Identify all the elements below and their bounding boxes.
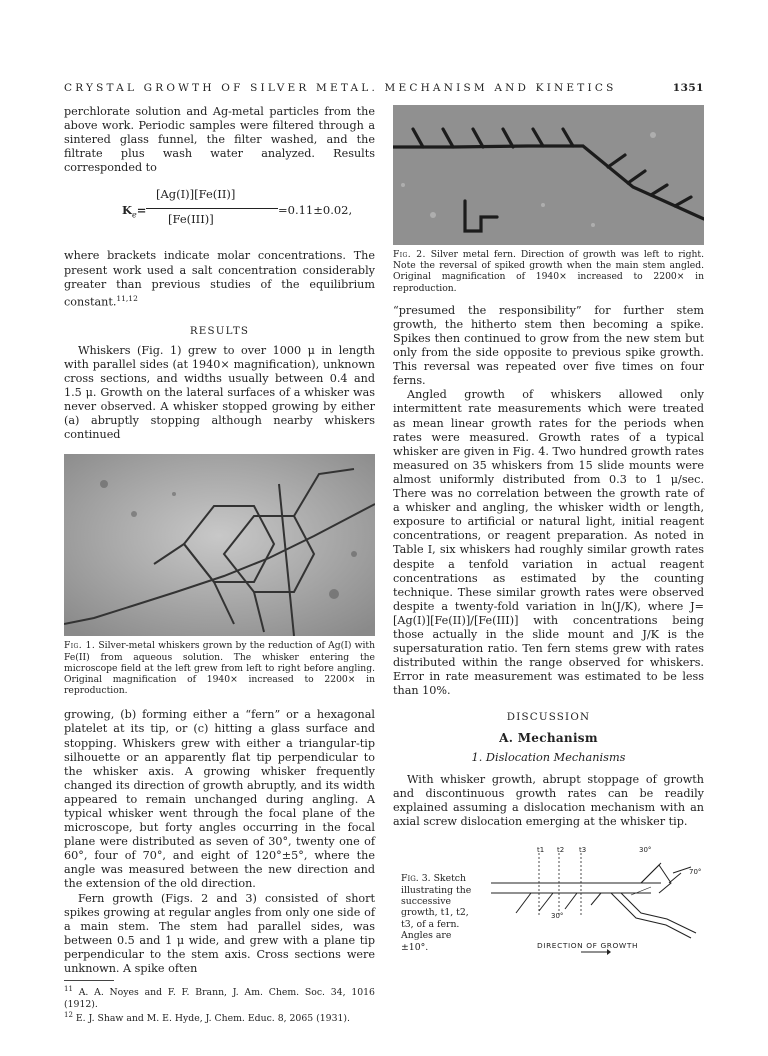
figure-2-caption [393,249,704,294]
footnote-12 [64,1010,375,1024]
figure-1 [64,454,375,696]
equation-denominator: [Fe(III)] [168,212,214,227]
figure-1-caption [64,640,375,696]
paragraph [64,249,375,309]
paragraph: Fern growth (Figs. 2 and 3) consisted of short spikes growing at regular angles from only one side of a main stem. The stem had parallel sides, was between 0.5 and 1 μ wide, and grew with a plane tip perpendicular to the stem axis. Cross sections were unknown. A spike often [64,891,375,976]
paragraph-text: where brackets indicate molar concentrations. The present work used a salt concentration considerably greater than previous studies of the equilibrium constant. [64,249,375,309]
equation-lhs: $K_e=$ [122,203,147,220]
footnote-rule [64,980,114,981]
footnote-11 [64,984,375,1010]
left-column [64,105,375,1024]
footnote-text: E. J. Shaw and M. E. Hyde, J. Chem. Educ. 8, 2065 (1931). [75,1012,350,1024]
figure-3 [393,843,704,953]
figure-1-micrograph [64,454,375,636]
equation-symbol: K [122,203,132,218]
fern-photo [393,105,704,245]
footnote-text: A. A. Noyes and F. F. Brann, J. Am. Chem. Soc. 34, 1016 (1912). [64,987,375,1010]
angle-30-top-label: 30° [639,846,652,855]
figure-2 [393,105,704,294]
direction-arrow-icon [581,949,611,955]
caption-label: Fig. 1. [64,640,96,652]
page-number: 1351 [672,82,704,94]
caption-label: Fig. 3. [401,873,431,885]
figure-2-micrograph [393,105,704,245]
paragraph: growing, (b) forming either a “fern” or a hexagonal platelet at its tip, or (c) hitting a glass surface and stopping. Whiskers grew with either a triangular-tip silhouette or an apparently flat tip perpendicular to the whisker axis. A growing whisker frequently changed its direction of growth abruptly, and its width appeared to remain unchanged during angling. A typical whisker went through the focal plane of the microscope, but forty angles occurring in the focal plane were distributed as seven of 30°, twenty one of 60°, four of 70°, and eight of 120°±5°, where the angle was measured between the new direction and the extension of the old direction. [64,708,375,891]
angle-70-label: 70° [689,868,702,877]
dislocation-heading: 1. Dislocation Mechanisms [471,750,626,764]
reference-superscript: 11,12 [116,293,138,303]
caption-text: Sketch illustrating the successive growth, t1, t2, t3, of a fern. Angles are ±10°. [401,873,472,953]
paragraph: Whiskers (Fig. 1) grew to over 1000 μ in length with parallel sides (at 1940× magnification), unknown cross sections, and widths usually between 0.4 and 1.5 μ. Growth on the lateral surfaces of a whisker was never observed. A whisker stopped growing by either (a) abruptly stopping although nearby whiskers continued [64,343,375,442]
running-header [64,82,704,94]
mechanism-heading: A. Mechanism [499,730,598,745]
paragraph: “presumed the responsibility” for further stem growth, the hitherto stem then becoming a spike. Spikes then continued to grow from the new stem but only from the side opposite to previous spike growth. This reversal was repeated over five times on four ferns. [393,303,704,388]
t1-label: t1 [537,846,545,855]
footnote-number: 12 [64,1010,73,1019]
figure-3-caption [401,873,479,953]
footnote-number: 11 [64,985,73,994]
equation-subscript: e [132,210,137,220]
fraction-bar [146,208,278,209]
paragraph: Angled growth of whiskers allowed only intermittent rate measurements which were treated as mean linear growth rates for the periods when rates were measured. Growth rates of a typical whisker are given in Fig. 4. Two hundred growth rates measured on 35 whiskers from 15 slide mounts were almost uniformly distributed from 0.3 to 1 μ/sec. There was no correlation between the growth rate of a whisker and angling, the whisker width or length, exposure to artificial or natural light, initial reagent concentrations, or reagent preparation. As noted in Table I, six whiskers had roughly similar growth rates despite a tenfold variation in actual reagent concentrations as estimated by the counting technique. These similar growth rates were observed despite a twenty-fold variation in ln(J/K), where J=[Ag(I)][Fe(II)]/[Fe(III)] with concentrations being those actually in the slide mount and J/K is the supersaturation ratio. Ten fern stems grew with rates distributed within the range observed for whiskers. Error in rate measurement was estimated to be less than 10%. [393,388,704,698]
caption-text: Silver metal fern. Direction of growth was left to right. Note the reversal of spiked growth when the main stem angled. Original magnification of 1940× increased to 2200× in reproduction. [393,249,705,294]
caption-label: Fig. 2. [393,249,426,260]
paragraph: perchlorate solution and Ag-metal particles from the above work. Periodic samples were filtered through a sintered glass funnel, the filter washed, and the filtrate plus wash water analyzed. Results corresponded to [64,105,375,175]
fern-sketch [491,843,703,943]
results-heading: RESULTS [189,324,250,337]
running-title: CRYSTAL GROWTH OF SILVER METAL. MECHANISM AND KINETICS [64,82,617,94]
t2-label: t2 [557,846,565,855]
paragraph: With whisker growth, abrupt stoppage of growth and discontinuous growth rates can be readily explained assuming a dislocation mechanism with an axial screw dislocation emerging at the whisker tip. [393,772,704,828]
t3-label: t3 [579,846,587,855]
equation-value: =0.11±0.02, [278,203,353,218]
equilibrium-equation [64,181,375,243]
whiskers-photo [64,454,375,636]
equation-numerator: [Ag(I)][Fe(II)] [156,187,236,202]
angle-30-bottom-label: 30° [551,912,564,921]
discussion-heading: DISCUSSION [506,711,591,724]
direction-of-growth-label: DIRECTION OF GROWTH [537,941,639,951]
right-column [393,105,704,953]
caption-text: Silver-metal whiskers grown by the reduction of Ag(I) with Fe(II) from aqueous solution. The whisker entering the microscope field at the left grew from left to right before angling. Original magnification of 1940× increased to 2200× in reproduction. [64,640,375,697]
